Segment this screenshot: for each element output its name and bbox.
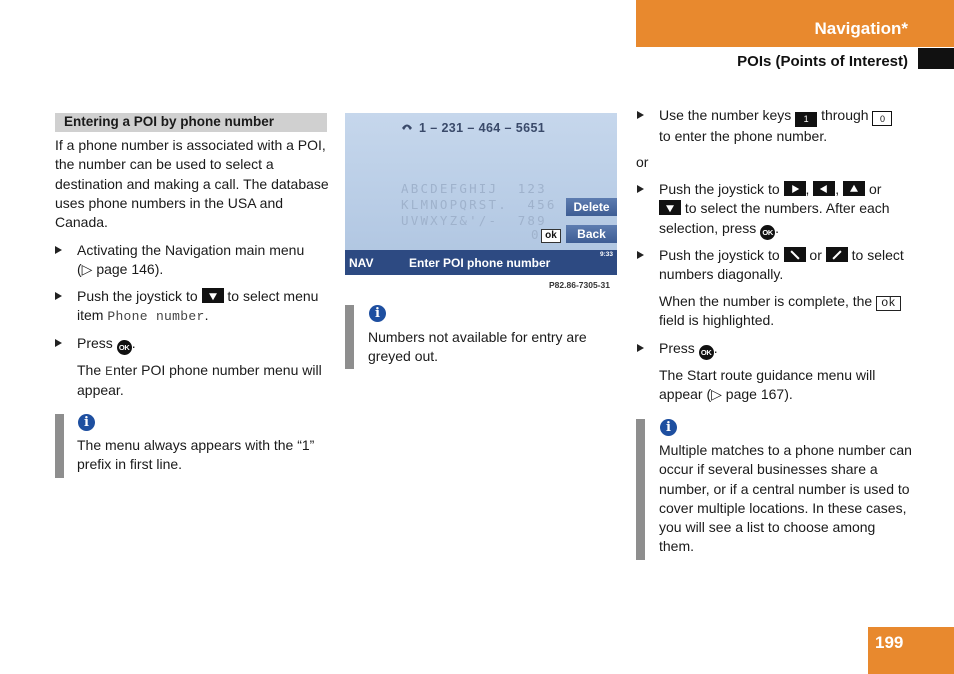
header-marker	[918, 48, 954, 69]
info-text: The menu always appears with the “1” prefix in first line.	[77, 437, 315, 473]
menu-item-phone-number: Phone number	[107, 309, 205, 325]
phone-icon	[400, 120, 414, 134]
ok-button-icon: OK	[699, 345, 714, 360]
info-box-right	[636, 419, 916, 560]
info-icon: i	[660, 419, 677, 436]
joystick-left-icon	[813, 181, 835, 196]
joystick-up-icon	[843, 181, 865, 196]
info-text: Multiple matches to a phone number can occur if several businesses share a number, or if a central number is used to cover multiple locations. In these cases, you will see a list to choose among them.	[659, 442, 912, 555]
info-box-left	[55, 414, 330, 478]
bullet-arrow-icon	[637, 344, 644, 352]
step-press-ok-right: Press OK .	[659, 339, 919, 360]
bullet-arrow-icon	[637, 251, 644, 259]
page-title: Navigation*	[814, 19, 908, 38]
step-number-keys: Use the number keys 1 through 0 to enter the phone number.	[659, 106, 919, 146]
screen-status-bar	[345, 250, 617, 275]
joystick-down-icon	[202, 288, 224, 303]
result-text: The Enter POI phone number menu will appear.	[77, 362, 322, 399]
delete-button[interactable]: Delete	[566, 198, 617, 216]
bullet-arrow-icon	[55, 339, 62, 347]
bullet-arrow-icon	[55, 292, 62, 300]
bullet-arrow-icon	[55, 246, 62, 254]
joystick-down-right-icon	[784, 247, 806, 262]
ok-field-icon: ok	[876, 296, 900, 311]
info-box-middle	[345, 305, 617, 369]
step-select-phone: Push the joystick to to select menu item Phone number.	[77, 287, 329, 327]
step-press-ok: Press OK .	[77, 334, 329, 355]
info-icon: i	[369, 305, 386, 322]
step-joystick-select: Push the joystick to , , or to select the numbers. After each selection, press OK .	[659, 180, 919, 240]
phone-number-display: 1 – 231 – 464 – 5651	[419, 121, 546, 135]
joystick-up-right-icon	[826, 247, 848, 262]
step-joystick-diagonal: Push the joystick to or to select numbers diagonally.	[659, 246, 919, 285]
figure-caption: P82.86-7305-31	[549, 280, 610, 290]
page-number: 199	[875, 633, 904, 652]
key-0-icon: 0	[872, 111, 892, 126]
info-text: Numbers not available for entry are greyed out.	[368, 329, 587, 365]
ok-button-icon: OK	[117, 340, 132, 355]
nav-label: NAV	[349, 256, 374, 270]
screen-ok-field[interactable]: ok	[541, 229, 561, 243]
poi-phone-screen	[345, 113, 617, 275]
bullet-arrow-icon	[637, 185, 644, 193]
char-row-2: KLMNOPQRST. 456	[401, 197, 557, 212]
clock: 9:33	[599, 251, 613, 258]
back-button[interactable]: Back	[566, 225, 617, 243]
section-title: Entering a POI by phone number	[55, 113, 327, 132]
info-icon: i	[78, 414, 95, 431]
page-reference: (▷ page 146).	[77, 261, 164, 278]
menu-label: Enter POI phone number	[409, 256, 551, 270]
intro-text: If a phone number is associated with a POI, the number can be used to select a destination and making a call. The database uses phone numbers in the USA and Canada.	[55, 137, 329, 231]
bullet-arrow-icon	[637, 111, 644, 119]
char-row-3: UVWXYZ&'/- 789	[401, 213, 547, 228]
or-text: or	[636, 154, 649, 170]
complete-text: When the number is complete, the ok field is highlighted.	[659, 292, 919, 331]
ok-button-icon: OK	[760, 225, 775, 240]
route-guidance-text: The Start route guidance menu will appear (▷ page 167).	[659, 367, 876, 403]
page-subtitle: POIs (Points of Interest)	[737, 53, 908, 70]
char-zero: 0	[531, 227, 539, 242]
key-1-icon: 1	[795, 112, 817, 127]
joystick-right-icon	[784, 181, 806, 196]
joystick-down-icon	[659, 200, 681, 215]
char-row-1: ABCDEFGHIJ 123	[401, 181, 547, 196]
step-activate-nav: Activating the Navigation main menu (▷ page 146).	[77, 241, 329, 280]
